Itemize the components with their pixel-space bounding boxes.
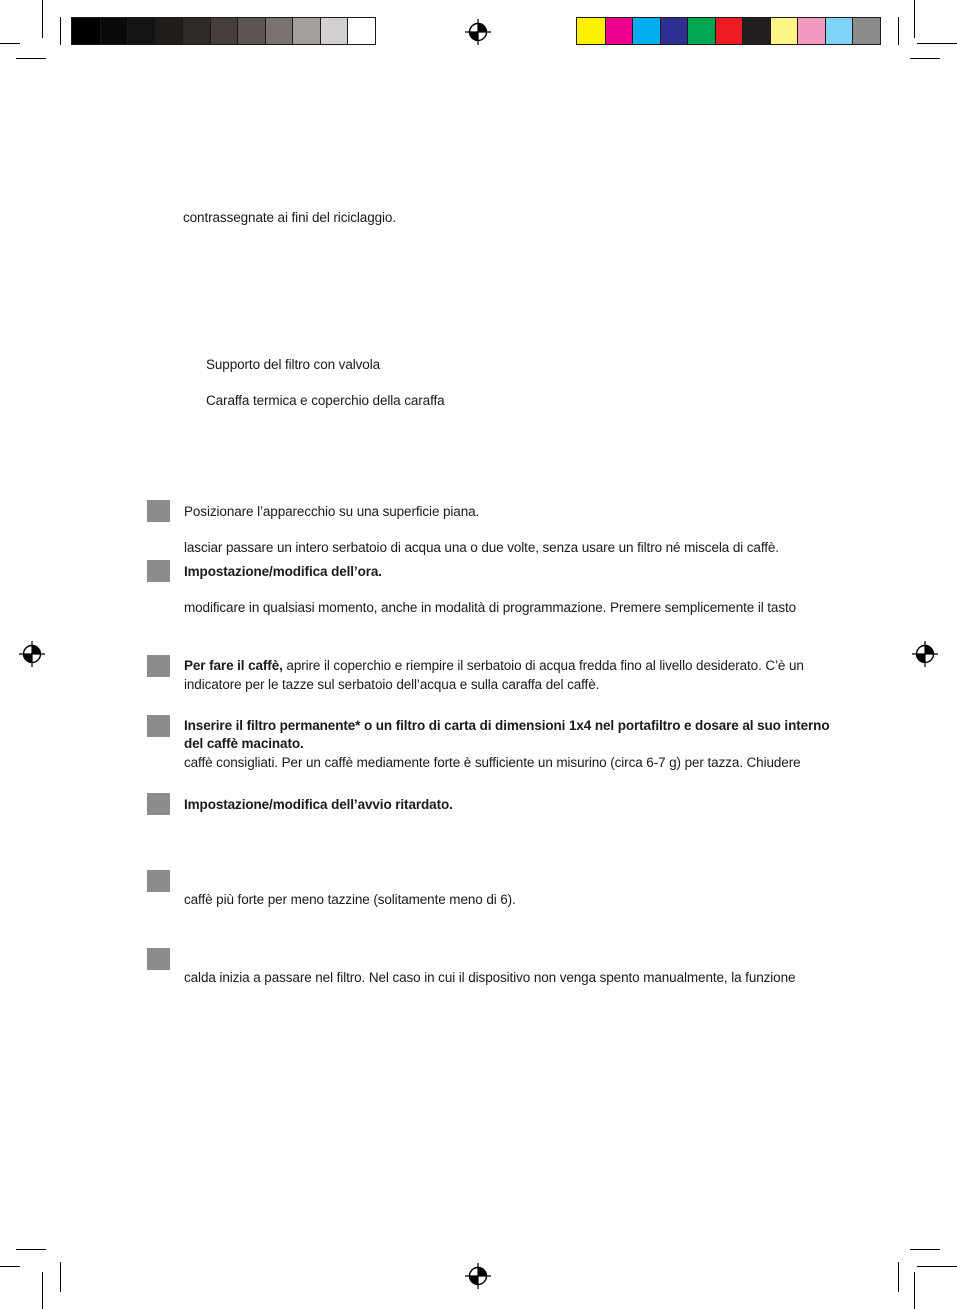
crop-mark: [914, 0, 915, 38]
registration-mark-icon: [19, 641, 45, 667]
text-line: contrassegnate ai fini del riciclaggio.: [183, 210, 396, 225]
color-swatch: [320, 18, 348, 44]
crop-mark: [898, 1262, 899, 1292]
crop-mark: [917, 43, 957, 44]
color-swatch: [100, 18, 128, 44]
color-swatch: [347, 18, 375, 44]
color-swatch: [605, 18, 633, 44]
crop-mark: [16, 1249, 46, 1250]
registration-mark-icon: [912, 641, 938, 667]
color-swatch: [770, 18, 798, 44]
color-swatch: [852, 18, 880, 44]
color-swatch: [72, 18, 100, 44]
step-marker: [147, 500, 170, 522]
color-swatch: [577, 18, 605, 44]
crop-mark: [60, 17, 61, 45]
crop-mark: [910, 1249, 940, 1250]
text-line: Supporto del filtro con valvola: [206, 357, 381, 372]
crop-mark: [917, 1266, 957, 1267]
process-color-bar: [576, 17, 881, 45]
text-line: indicatore per le tazze sul serbatoio dell’acqua e sulla caraffa del caffè.: [184, 677, 600, 692]
crop-mark: [60, 1262, 61, 1292]
text-line: modificare in qualsiasi momento, anche in modalità di programmazione. Premere semplicemente il tasto: [184, 600, 797, 615]
color-swatch: [715, 18, 743, 44]
step-marker: [147, 870, 170, 892]
registration-mark-icon: [465, 19, 491, 45]
registration-mark-icon: [465, 1263, 491, 1289]
color-swatch: [127, 18, 155, 44]
crop-mark: [910, 58, 940, 59]
color-swatch: [237, 18, 265, 44]
text-line: caffè consigliati. Per un caffè mediamente forte è sufficiente un misurino (circa 6-7 g) per tazza. Chiudere: [184, 755, 801, 770]
step-heading: Inserire il filtro permanente* o un filtro di carta di dimensioni 1x4 nel portafiltro e dosare al suo interno: [184, 718, 830, 733]
color-swatch: [265, 18, 293, 44]
step-marker: [147, 560, 170, 582]
color-swatch: [797, 18, 825, 44]
crop-mark: [898, 17, 899, 45]
color-swatch: [632, 18, 660, 44]
step-heading: Impostazione/modifica dell’ora.: [184, 564, 382, 579]
step-marker: [147, 793, 170, 815]
text-line: Caraffa termica e coperchio della caraffa: [206, 393, 445, 408]
color-swatch: [182, 18, 210, 44]
step-heading: Impostazione/modifica dell’avvio ritardato.: [184, 797, 453, 812]
step-heading: Per fare il caffè,: [184, 658, 283, 673]
color-swatch: [742, 18, 770, 44]
color-swatch: [660, 18, 688, 44]
color-swatch: [210, 18, 238, 44]
crop-mark: [0, 1266, 20, 1267]
text-line: calda inizia a passare nel filtro. Nel caso in cui il dispositivo non venga spento manualmente, la funzione: [184, 970, 796, 985]
crop-mark: [42, 0, 43, 38]
text-line: caffè più forte per meno tazzine (solitamente meno di 6).: [184, 892, 516, 907]
text-line: [184, 657, 804, 675]
crop-mark: [16, 58, 46, 59]
color-swatch: [825, 18, 853, 44]
crop-mark: [0, 43, 20, 44]
grayscale-color-bar: [71, 17, 376, 45]
color-swatch: [687, 18, 715, 44]
text-line: lasciar passare un intero serbatoio di acqua una o due volte, senza usare un filtro né miscela di caffè.: [184, 540, 779, 555]
step-marker: [147, 948, 170, 970]
step-marker: [147, 715, 170, 737]
color-swatch: [292, 18, 320, 44]
crop-mark: [42, 1272, 43, 1309]
text-line: Posizionare l’apparecchio su una superficie piana.: [184, 504, 480, 519]
text-line-rest: aprire il coperchio e riempire il serbatoio di acqua fredda fino al livello desiderato. C’è un: [282, 658, 804, 673]
step-heading: del caffè macinato.: [184, 736, 304, 751]
step-marker: [147, 655, 170, 677]
crop-mark: [914, 1272, 915, 1309]
color-swatch: [155, 18, 183, 44]
